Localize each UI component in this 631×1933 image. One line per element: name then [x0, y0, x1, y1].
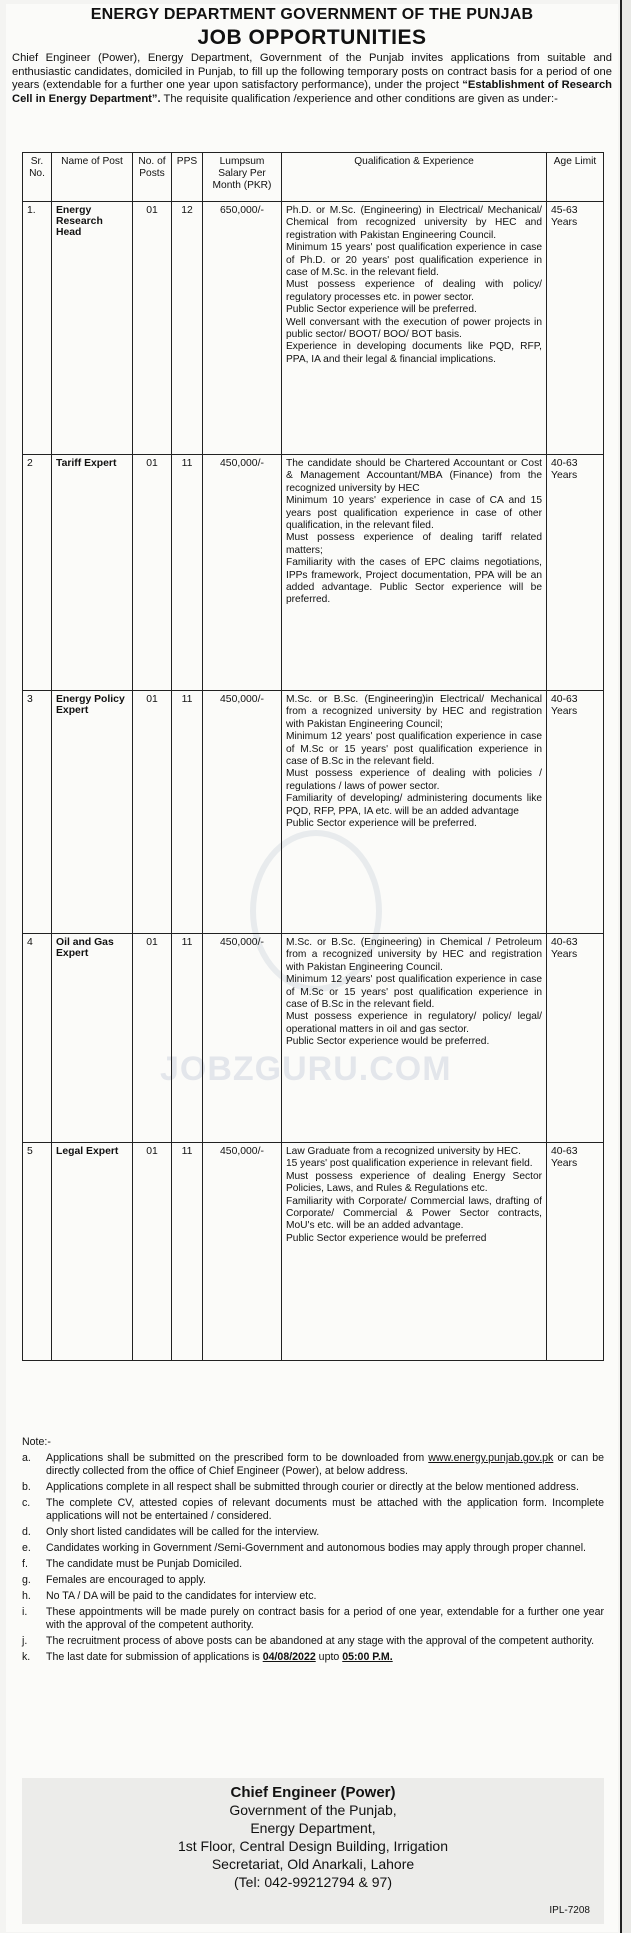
- qualification-line: 15 years' post qualification experience in relevant field.: [286, 1158, 533, 1170]
- last-time: 05:00 P.M.: [342, 1651, 393, 1663]
- qualification-line: Law Graduate from a recognized university by HEC.: [286, 1146, 521, 1157]
- note-item: i. These appointments will be made purely on contract basis for a period of one year, extendable for a further one year with the approval of the competent authority.: [22, 1606, 604, 1631]
- qualification-line: M.Sc. or B.Sc. (Engineering) in Chemical / Petroleum from a recognized university by HEC and registration with Pakistan Engineering Council.: [286, 937, 542, 973]
- cell-pps: 12: [172, 202, 203, 455]
- cell-age: 40-63 Years: [547, 934, 604, 1143]
- qualification-line: Ph.D. or M.Sc. (Engineering) in Electrical/ Mechanical/ Chemical from recognized university by HEC and registration with Pakistan Engineering Council.: [286, 205, 542, 241]
- qualification-line: Must possess experience of dealing with policies / regulations / laws of power sector.: [286, 768, 542, 792]
- qualification-line: Experience in developing documents like PQD, RFP, PPA, IA and their legal & financial implications.: [286, 341, 542, 365]
- qualification-line: Public Sector experience will be preferred.: [286, 818, 477, 830]
- cell-pps: 11: [172, 691, 203, 934]
- cell-salary: 450,000/-: [203, 934, 282, 1143]
- jobs-table: [22, 152, 604, 1361]
- qualification-line: Minimum 15 years' post qualification experience in case of Ph.D. or 20 years' post qualification experience in case of M.Sc. in the relevant field.: [286, 242, 542, 279]
- contact-footer: [22, 1778, 604, 1924]
- qualification-line: Must possess experience of dealing Energy Sector Policies, Laws, and Rules & Regulations etc.: [286, 1170, 542, 1195]
- qualification-line: Public Sector experience would be preferred: [286, 1232, 487, 1244]
- qualification-line: Familiarity with Corporate/ Commercial laws, drafting of Corporate/ Commercial & Power Sector contracts, MoU's etc. will be an added advantage.: [286, 1195, 542, 1232]
- cell-age: 40-63 Years: [547, 1143, 604, 1361]
- cell-salary: 450,000/-: [203, 691, 282, 934]
- department-heading: ENERGY DEPARTMENT GOVERNMENT OF THE PUNJAB: [90, 6, 534, 23]
- table-row: [23, 1143, 604, 1361]
- col-header: Sr. No.: [23, 153, 52, 202]
- note-item: h. No TA / DA will be paid to the candidates for interview etc.: [22, 1590, 317, 1602]
- note-item: g. Females are encouraged to apply.: [22, 1574, 206, 1586]
- website-link[interactable]: www.energy.punjab.gov.pk: [428, 1452, 554, 1464]
- last-date: 04/08/2022: [262, 1651, 316, 1663]
- cell-age: 45-63 Years: [547, 202, 604, 455]
- cell-qualification: [282, 455, 547, 691]
- cell-post: Energy Research Head: [52, 202, 133, 455]
- table-row: [23, 455, 604, 691]
- note-item: k. The last date for submission of applications is 04/08/2022 upto 05:00 P.M.: [22, 1651, 393, 1663]
- note-item: b. Applications complete in all respect shall be submitted through courier or directly at the below mentioned address.: [22, 1481, 579, 1493]
- qualification-line: Minimum 12 years' post qualification experience in case of M.Sc or 15 years' post qualification experience in case of B.Sc in the relevant field.: [286, 731, 542, 768]
- note-item: a. Applications shall be submitted on the prescribed form to be downloaded from www.energy.punjab.gov.pk or can be directly collected from the office of Chief Engineer (Power), at below address.: [22, 1452, 604, 1477]
- cell-posts: 01: [133, 691, 172, 934]
- qualification-line: Familiarity of developing/ administering documents like PQD, RFP, PPA, IA etc. will be an added advantage: [286, 793, 542, 817]
- notes-heading: Note:-: [22, 1436, 51, 1448]
- ad-title: JOB OPPORTUNITIES: [197, 26, 427, 49]
- col-header: Qualification & Experience: [282, 153, 547, 202]
- cell-posts: 01: [133, 934, 172, 1143]
- cell-pps: 11: [172, 455, 203, 691]
- qualification-line: M.Sc. or B.Sc. (Engineering)in Electrical/ Mechanical from a recognized university by HEC and registration with Pakistan Engineering Council;: [286, 694, 542, 730]
- cell-sr: 2: [23, 455, 52, 691]
- adjacent-newspaper-column: [620, 0, 631, 1933]
- cell-post: Oil and Gas Expert: [52, 934, 133, 1143]
- qualification-line: Familiarity with the cases of EPC claims negotiations, IPPs framework, Project documentation, PPA will be an added advantage. Public Sector experience will be preferred.: [286, 557, 542, 606]
- cell-salary: 450,000/-: [203, 455, 282, 691]
- cell-posts: 01: [133, 1143, 172, 1361]
- footer-line: Secretariat, Old Anarkali, Lahore: [211, 1856, 415, 1872]
- table-row: [23, 934, 604, 1143]
- footer-line: Energy Department,: [250, 1820, 376, 1836]
- col-header: Name of Post: [52, 153, 133, 202]
- note-item: d. Only short listed candidates will be called for the interview.: [22, 1526, 320, 1538]
- cell-qualification: [282, 934, 547, 1143]
- cell-post: Energy Policy Expert: [52, 691, 133, 934]
- table-row: [23, 691, 604, 934]
- cell-age: 40-63 Years: [547, 691, 604, 934]
- qualification-line: Public Sector experience will be preferred.: [286, 304, 477, 316]
- col-header: Age Limit: [547, 153, 604, 202]
- project-name: “Establishment of Research Cell in Energy Department”.: [12, 79, 612, 105]
- watermark-text: JOBZGURU.COM: [160, 1050, 452, 1088]
- footer-line: Government of the Punjab,: [229, 1802, 397, 1818]
- cell-sr: 1.: [23, 202, 52, 455]
- cell-posts: 01: [133, 455, 172, 691]
- note-item: e. Candidates working in Government /Semi-Government and autonomous bodies may apply through proper channel.: [22, 1542, 586, 1554]
- qualification-line: Minimum 10 years' experience in case of CA and 15 years post qualification experience in case of other qualification, in the relevant filed.: [286, 495, 542, 532]
- qualification-line: Well conversant with the execution of power projects in public sector/ BOOT/ BOO/ BOT basis.: [286, 316, 542, 341]
- cell-qualification: [282, 691, 547, 934]
- qualification-line: Must possess experience of dealing tariff related matters;: [286, 532, 542, 556]
- cell-qualification: [282, 202, 547, 455]
- qualification-line: Public Sector experience would be preferred.: [286, 1036, 490, 1048]
- cell-pps: 11: [172, 1143, 203, 1361]
- cell-posts: 01: [133, 202, 172, 455]
- footer-title: Chief Engineer (Power): [230, 1784, 396, 1801]
- note-item: f. The candidate must be Punjab Domiciled.: [22, 1558, 243, 1570]
- cell-sr: 3: [23, 691, 52, 934]
- footer-line: 1st Floor, Central Design Building, Irrigation: [177, 1838, 449, 1854]
- note-item: j. The recruitment process of above posts can be abandoned at any stage with the approval of the competent authority.: [22, 1635, 595, 1647]
- cell-salary: 650,000/-: [203, 202, 282, 455]
- cell-sr: 4: [23, 934, 52, 1143]
- cell-pps: 11: [172, 934, 203, 1143]
- col-header: Lumpsum Salary Per Month (PKR): [203, 153, 282, 202]
- cell-post: Tariff Expert: [52, 455, 133, 691]
- footer-phone: (Tel: 042-99212794 & 97): [234, 1874, 392, 1890]
- qualification-line: Must possess experience in regulatory/ policy/ legal/ operational matters in oil and gas sector.: [286, 1011, 542, 1035]
- ad-code: IPL-7208: [549, 1905, 590, 1916]
- cell-post: Legal Expert: [52, 1143, 133, 1361]
- note-item: c. The complete CV, attested copies of relevant documents must be attached with the application form. Incomplete applications will not be entertained / considered.: [22, 1497, 604, 1522]
- intro-paragraph: Chief Engineer (Power), Energy Department, Government of the Punjab invites applications from suitable and enthusiastic candidates, domiciled in Punjab, to fill up the following temporary posts on contract basis for a period of one years (extendable for a further one year upon satisfactory performance), under the project “Establishment of Research Cell in Energy Department”. The requisite qualification /experience and other conditions are given as under:-: [12, 52, 612, 105]
- notes-section: [22, 1436, 604, 1667]
- cell-age: 40-63 Years: [547, 455, 604, 691]
- table-row: [23, 202, 604, 455]
- cell-salary: 450,000/-: [203, 1143, 282, 1361]
- qualification-line: Must possess experience of dealing with policy/ regulatory processes etc. in power sector.: [286, 279, 542, 303]
- col-header: PPS: [172, 153, 203, 202]
- cell-qualification: [282, 1143, 547, 1361]
- qualification-line: Minimum 12 years' post qualification experience in case of M.Sc or 15 years' post qualification experience in case of B.Sc in the relevant field.: [286, 974, 542, 1011]
- qualification-line: The candidate should be Chartered Accountant or Cost & Management Accountant/MBA (Finance) from the recognized university by HEC: [286, 458, 542, 494]
- table-header-row: [23, 153, 604, 202]
- col-header: No. of Posts: [133, 153, 172, 202]
- cell-sr: 5: [23, 1143, 52, 1361]
